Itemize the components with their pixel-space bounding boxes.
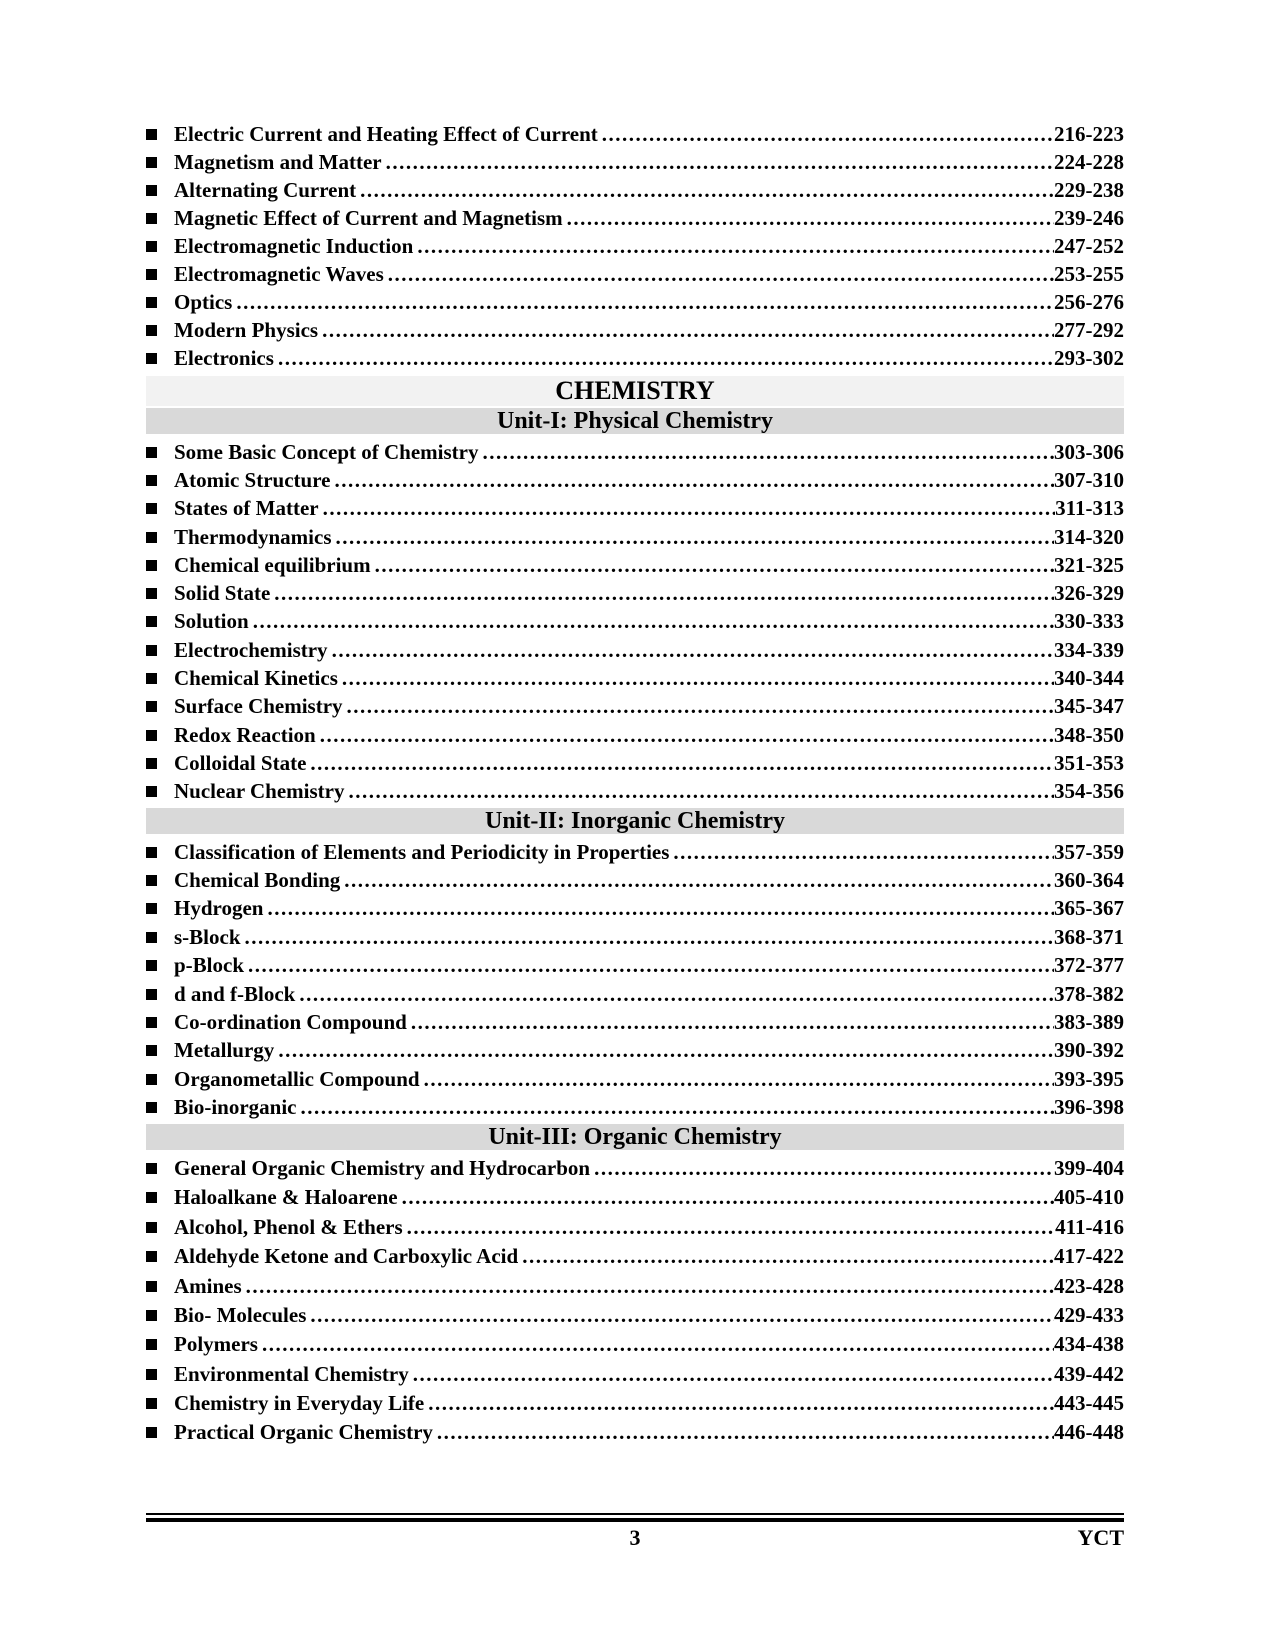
dot-leader [335,470,1055,491]
bullet-square-icon [146,185,157,196]
toc-entry-title: Bio- Molecules [174,1302,307,1327]
publisher-mark: YCT [1077,1525,1124,1550]
toc-entry-title: Chemical Bonding [174,867,341,892]
toc-entry [146,495,1124,523]
toc-entry-title: Magnetism and Matter [174,149,382,174]
toc-entry-title: Surface Chemistry [174,694,343,719]
toc-entry [146,1330,1124,1359]
dot-leader [375,555,1054,576]
bullet-square-icon [146,786,157,797]
toc-entry-title: Nuclear Chemistry [174,779,345,804]
toc-entry [146,608,1124,636]
toc-entry [146,176,1124,204]
toc-entry [146,148,1124,176]
toc-entry [146,1389,1124,1418]
toc-entry-pages: 247-252 [1054,233,1124,258]
bullet-square-icon [146,989,157,1000]
toc-entry-pages: 378-382 [1054,981,1124,1006]
bullet-square-icon [146,645,157,656]
bullet-square-icon [146,1102,157,1113]
bullet-square-icon [146,932,157,943]
dot-leader [248,955,1054,976]
bullet-square-icon [146,1017,157,1028]
bullet-square-icon [146,1045,157,1056]
toc-entry [146,1183,1124,1212]
toc-entry [146,749,1124,777]
toc-entry [146,1418,1124,1447]
dot-leader [386,152,1054,173]
dot-leader [310,753,1054,774]
bullet-square-icon [146,1398,157,1409]
dot-leader [437,1422,1054,1443]
toc-entry-title: Chemical equilibrium [174,552,371,577]
bullet-square-icon [146,1163,157,1174]
bullet-square-icon [146,560,157,571]
dot-leader [424,1069,1054,1090]
toc-entry-title: d and f-Block [174,981,296,1006]
toc-entry-pages: 365-367 [1054,896,1124,921]
toc-entry [146,1154,1124,1183]
dot-leader [428,1393,1054,1414]
toc-entry-title: Electromagnetic Waves [174,261,384,286]
toc-entry-title: Metallurgy [174,1038,275,1063]
section-header-unit-3: Unit-III: Organic Chemistry [146,1124,1124,1150]
bullet-square-icon [146,447,157,458]
toc-entry-title: Colloidal State [174,750,307,775]
toc-entry-title: Organometallic Compound [174,1066,420,1091]
bullet-square-icon [146,1281,157,1292]
toc-entry [146,693,1124,721]
toc-entry [146,1037,1124,1065]
toc-entry [146,260,1124,288]
section-header-unit-2: Unit-II: Inorganic Chemistry [146,808,1124,834]
toc-entry [146,1242,1124,1271]
bullet-square-icon [146,532,157,543]
page-footer [146,1513,1124,1549]
bullet-square-icon [146,297,157,308]
toc-entry-pages: 443-445 [1054,1391,1124,1416]
toc-entry-title: Environmental Chemistry [174,1361,409,1386]
toc-entry-pages: 216-223 [1054,121,1124,146]
toc-entry [146,120,1124,148]
toc-entry-title: Haloalkane & Haloarene [174,1185,398,1210]
toc-list-physical-chemistry [146,438,1124,806]
toc-entry [146,204,1124,232]
toc-entry [146,551,1124,579]
bullet-square-icon [146,213,157,224]
toc-entry-pages: 354-356 [1054,779,1124,804]
toc-entry [146,895,1124,923]
bullet-square-icon [146,353,157,364]
bullet-square-icon [146,503,157,514]
toc-entry [146,1360,1124,1389]
dot-leader [299,984,1054,1005]
toc-entry-pages: 351-353 [1054,750,1124,775]
toc-entry-title: Chemical Kinetics [174,666,338,691]
bullet-square-icon [146,1369,157,1380]
toc-entry [146,1301,1124,1330]
bullet-square-icon [146,475,157,486]
bullet-square-icon [146,730,157,741]
toc-entry-title: s-Block [174,924,241,949]
dot-leader [347,696,1054,717]
dot-leader [482,442,1054,463]
dot-leader [342,668,1054,689]
dot-leader [278,348,1054,369]
toc-entry-pages: 446-448 [1054,1420,1124,1445]
dot-leader [336,527,1055,548]
toc-entry [146,980,1124,1008]
toc-entry-pages: 411-416 [1055,1214,1124,1239]
dot-leader [246,1276,1054,1297]
toc-entry-pages: 277-292 [1054,317,1124,342]
dot-leader [673,842,1054,863]
dot-leader [360,180,1054,201]
dot-leader [323,498,1056,519]
footer-double-rule [146,1513,1124,1522]
toc-list-inorganic-chemistry [146,838,1124,1122]
dot-leader [253,611,1054,632]
dot-leader [267,898,1054,919]
toc-entry-pages: 357-359 [1054,839,1124,864]
toc-entry-title: Some Basic Concept of Chemistry [174,439,479,464]
toc-entry-title: Solution [174,609,249,634]
bullet-square-icon [146,129,157,140]
toc-entry-pages: 434-438 [1054,1332,1124,1357]
toc-entry-pages: 253-255 [1054,261,1124,286]
toc-entry [146,778,1124,806]
toc-entry-title: Atomic Structure [174,467,331,492]
toc-entry-pages: 396-398 [1054,1095,1124,1120]
subject-heading: CHEMISTRY [146,376,1124,406]
toc-entry [146,438,1124,466]
bullet-square-icon [146,1427,157,1438]
toc-entry [146,923,1124,951]
toc-entry-title: Aldehyde Ketone and Carboxylic Acid [174,1244,519,1269]
toc-entry [146,1213,1124,1242]
dot-leader [310,1305,1054,1326]
toc-entry-pages: 326-329 [1054,581,1124,606]
toc-entry [146,636,1124,664]
toc-entry-title: Alternating Current [174,177,357,202]
dot-leader [301,1097,1054,1118]
toc-entry [146,288,1124,316]
toc-entry-title: Co-ordination Compound [174,1009,407,1034]
toc-entry-title: Electric Current and Heating Effect of Current [174,121,598,146]
toc-entry-title: Polymers [174,1332,258,1357]
bullet-square-icon [146,875,157,886]
dot-leader [522,1246,1054,1267]
dot-leader [417,236,1054,257]
toc-entry [146,523,1124,551]
dot-leader [245,927,1054,948]
toc-entry [146,579,1124,607]
section-header-unit-1: Unit-I: Physical Chemistry [146,408,1124,434]
bullet-square-icon [146,903,157,914]
bullet-square-icon [146,1339,157,1350]
toc-entry-pages: 340-344 [1054,666,1124,691]
toc-entry [146,1065,1124,1093]
bullet-square-icon [146,701,157,712]
toc-entry [146,1008,1124,1036]
toc-entry-title: Magnetic Effect of Current and Magnetism [174,205,563,230]
toc-entry-pages: 239-246 [1054,205,1124,230]
dot-leader [322,320,1054,341]
dot-leader [332,640,1054,661]
dot-leader [320,725,1054,746]
toc-entry-title: Optics [174,289,233,314]
bullet-square-icon [146,1074,157,1085]
toc-entry-pages: 330-333 [1054,609,1124,634]
toc-entry-title: Hydrogen [174,896,264,921]
dot-leader [402,1187,1054,1208]
toc-entry-pages: 439-442 [1054,1361,1124,1386]
toc-entry-pages: 303-306 [1054,439,1124,464]
dot-leader [388,264,1054,285]
bullet-square-icon [146,758,157,769]
dot-leader [262,1334,1054,1355]
dot-leader [278,1040,1054,1061]
toc-entry-title: Amines [174,1273,242,1298]
toc-entry-title: Electrochemistry [174,637,328,662]
toc-entry [146,866,1124,894]
toc-entry-pages: 314-320 [1054,524,1124,549]
toc-entry [146,316,1124,344]
toc-entry-title: Thermodynamics [174,524,332,549]
toc-entry-pages: 311-313 [1055,496,1124,521]
toc-entry [146,721,1124,749]
dot-leader [236,292,1054,313]
dot-leader [344,870,1054,891]
toc-entry-pages: 256-276 [1054,289,1124,314]
toc-entry-pages: 224-228 [1054,149,1124,174]
toc-entry [146,1271,1124,1300]
toc-entry [146,1093,1124,1121]
toc-entry-pages: 417-422 [1054,1244,1124,1269]
bullet-square-icon [146,673,157,684]
toc-entry-pages: 348-350 [1054,722,1124,747]
toc-entry-pages: 390-392 [1054,1038,1124,1063]
bullet-square-icon [146,1251,157,1262]
bullet-square-icon [146,588,157,599]
footer-text [146,1527,1124,1549]
toc-entry-title: Chemistry in Everyday Life [174,1391,425,1416]
toc-entry-pages: 393-395 [1054,1066,1124,1091]
toc-entry-title: Classification of Elements and Periodicity in Properties [174,839,670,864]
dot-leader [602,124,1054,145]
toc-entry-title: Bio-inorganic [174,1095,297,1120]
toc-entry-title: Redox Reaction [174,722,316,747]
dot-leader [411,1012,1054,1033]
toc-entry-title: General Organic Chemistry and Hydrocarbon [174,1155,591,1180]
toc-entry-title: p-Block [174,953,245,978]
toc-entry-pages: 293-302 [1054,345,1124,370]
toc-entry-pages: 429-433 [1054,1302,1124,1327]
bullet-square-icon [146,1222,157,1233]
toc-entry-pages: 345-347 [1054,694,1124,719]
bullet-square-icon [146,157,157,168]
toc-entry [146,344,1124,372]
bullet-square-icon [146,616,157,627]
toc-entry-title: States of Matter [174,496,319,521]
toc-entry [146,951,1124,979]
toc-entry-title: Electromagnetic Induction [174,233,414,258]
toc-entry-pages: 334-339 [1054,637,1124,662]
toc-entry-title: Practical Organic Chemistry [174,1420,433,1445]
toc-entry-title: Electronics [174,345,274,370]
toc-entry-pages: 383-389 [1054,1009,1124,1034]
bullet-square-icon [146,1192,157,1203]
toc-entry [146,838,1124,866]
bullet-square-icon [146,325,157,336]
toc-list-organic-chemistry [146,1154,1124,1448]
toc-entry-pages: 405-410 [1054,1185,1124,1210]
bullet-square-icon [146,1310,157,1321]
dot-leader [567,208,1054,229]
toc-entry-title: Alcohol, Phenol & Ethers [174,1214,403,1239]
toc-page-content [146,120,1124,1448]
dot-leader [594,1158,1054,1179]
toc-entry-pages: 307-310 [1054,467,1124,492]
toc-entry-pages: 372-377 [1054,953,1124,978]
toc-entry [146,664,1124,692]
dot-leader [349,781,1055,802]
toc-entry-pages: 321-325 [1054,552,1124,577]
toc-entry-pages: 399-404 [1054,1155,1124,1180]
toc-entry-pages: 368-371 [1054,924,1124,949]
toc-entry-pages: 423-428 [1054,1273,1124,1298]
toc-entry [146,232,1124,260]
dot-leader [274,583,1054,604]
bullet-square-icon [146,847,157,858]
toc-entry-title: Solid State [174,581,271,606]
toc-entry [146,466,1124,494]
dot-leader [413,1364,1054,1385]
dot-leader [407,1217,1055,1238]
toc-entry-pages: 360-364 [1054,867,1124,892]
bullet-square-icon [146,269,157,280]
toc-entry-pages: 229-238 [1054,177,1124,202]
page-number: 3 [629,1525,641,1550]
toc-entry-title: Modern Physics [174,317,319,342]
bullet-square-icon [146,960,157,971]
toc-list-physics-continued [146,120,1124,372]
bullet-square-icon [146,241,157,252]
